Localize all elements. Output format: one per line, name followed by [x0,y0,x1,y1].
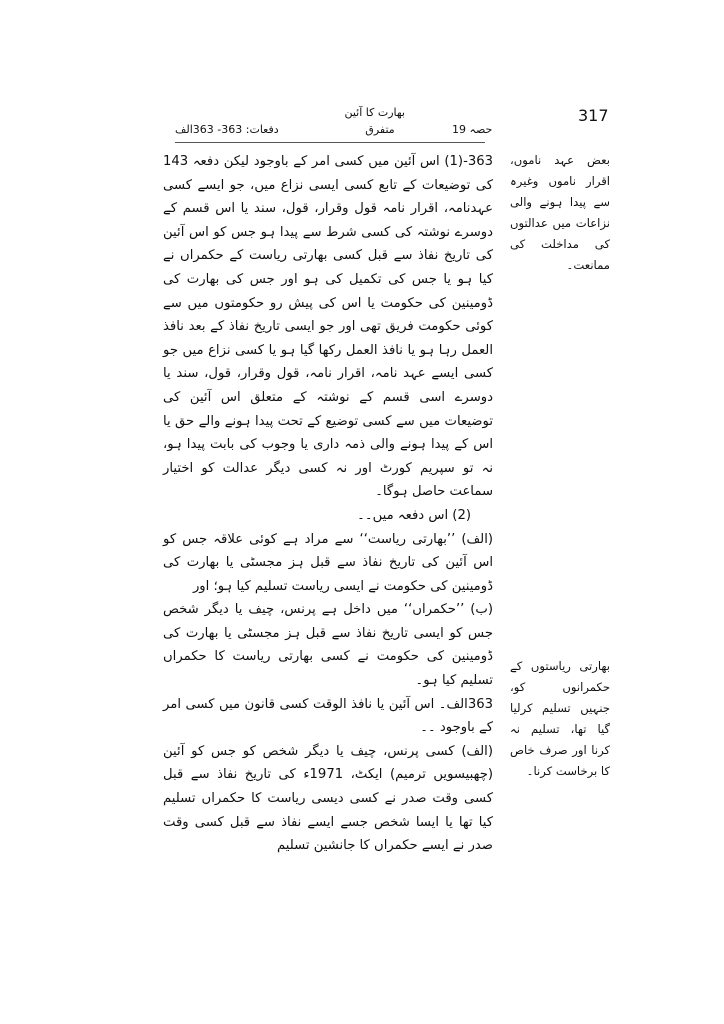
running-subtitle: متفرق [365,123,395,136]
header-rule [175,142,485,143]
sections-label: دفعات: 363- 363الف [175,123,279,136]
part-label: حصہ 19 [452,123,493,136]
section-363-clause-1: 363-(1) اس آئین میں کسی امر کے باوجود لیکن دفعہ 143 کی توضیعات کے تابع کسی ایسی نزاع میں، جو ایسے کسی عہدنامہ، اقرار نامہ قول وقرار، قول، سند یا اس قسم کے دوسرے نوشتہ کی کسی شرط سے پیدا ہو جس کو اس آئین کی تاریخ نفاذ سے قبل کسی بھارتی ریاست کے حکمراں نے کیا ہو یا جس کی تکمیل کی ہو اور جس کی بھارت کی ڈومینین کی حکومت یا اس کی پیش رو حکومتوں میں سے کوئی حکومت فریق تھی اور جو ایسی تاریخ نفاذ کے بعد نافذ العمل رہا ہو یا نافذ العمل رکھا گیا ہو یا کسی نزاع میں جو کسی ایسے عہد نامہ، اقرار نامہ، قول وقرار، قول، سند یا دوسرے اسی قسم کے نوشتہ کے متعلق اس آئین کی توضیعات میں سے کسی توضیع کے تحت پیدا ہونے والے حق یا اس کے پیدا ہونے والی ذمہ داری یا وجوب کی بابت پیدا ہو، نہ تو سپریم کورٹ اور نہ کسی دیگر عدالت کو اختیار سماعت حاصل ہوگا۔ [163,154,493,500]
section-363-clause-2: (2) اس دفعہ میں۔۔ [357,507,471,523]
page-number: 317 [578,106,609,125]
margin-note-363a: بھارتی ریاستوں کے حکمرانوں کو، جنہیں تسلیم کرلیا گیا تھا، تسلیم نہ کرنا اور صرف خاص کا برخاست کرنا۔ [510,659,610,778]
section-363a: 363الف۔ اس آئین یا نافذ الوقت کسی قانون میں کسی امر کے باوجود ۔۔ [163,696,493,736]
definition-ruler: (ب) ’’حکمراں‘‘ میں داخل ہے پرنس، چیف یا دیگر شخص جس کو ایسی تاریخ نفاذ سے قبل ہز مجسٹی یا بھارت کی ڈومینین کی حکومت نے کسی بھارتی ریاست کا حکمراں تسلیم کیا ہو۔ [163,602,493,689]
running-title: بھارت کا آئین [344,106,405,119]
margin-note-363: بعض عہد ناموں، اقرار ناموں وغیرہ سے پیدا ہونے والی نزاعات میں عدالتوں کی مداخلت کی ممانعت۔ [510,153,610,272]
body-text [163,150,493,858]
definition-indian-state: (الف) ’’بھارتی ریاست‘‘ سے مراد ہے کوئی علاقہ جس کو اس آئین کی تاریخ نفاذ سے قبل ہز مجسٹی یا بھارت کی ڈومینین کی حکومت نے ایسی ریاست تسلیم کیا ہو؛ اور [163,531,493,594]
section-363a-clause-a: (الف) کسی پرنس، چیف یا دیگر شخص کو جس کو آئین (چھبیسویں ترمیم) ایکٹ، 1971ء کی تاریخ نفاذ سے قبل کسی وقت صدر نے کسی دیسی ریاست کا حکمراں تسلیم کیا تھا یا ایسا شخص جسے ایسے نفاذ سے قبل کسی وقت صدر نے ایسے حکمراں کا جانشین تسلیم [163,743,493,854]
